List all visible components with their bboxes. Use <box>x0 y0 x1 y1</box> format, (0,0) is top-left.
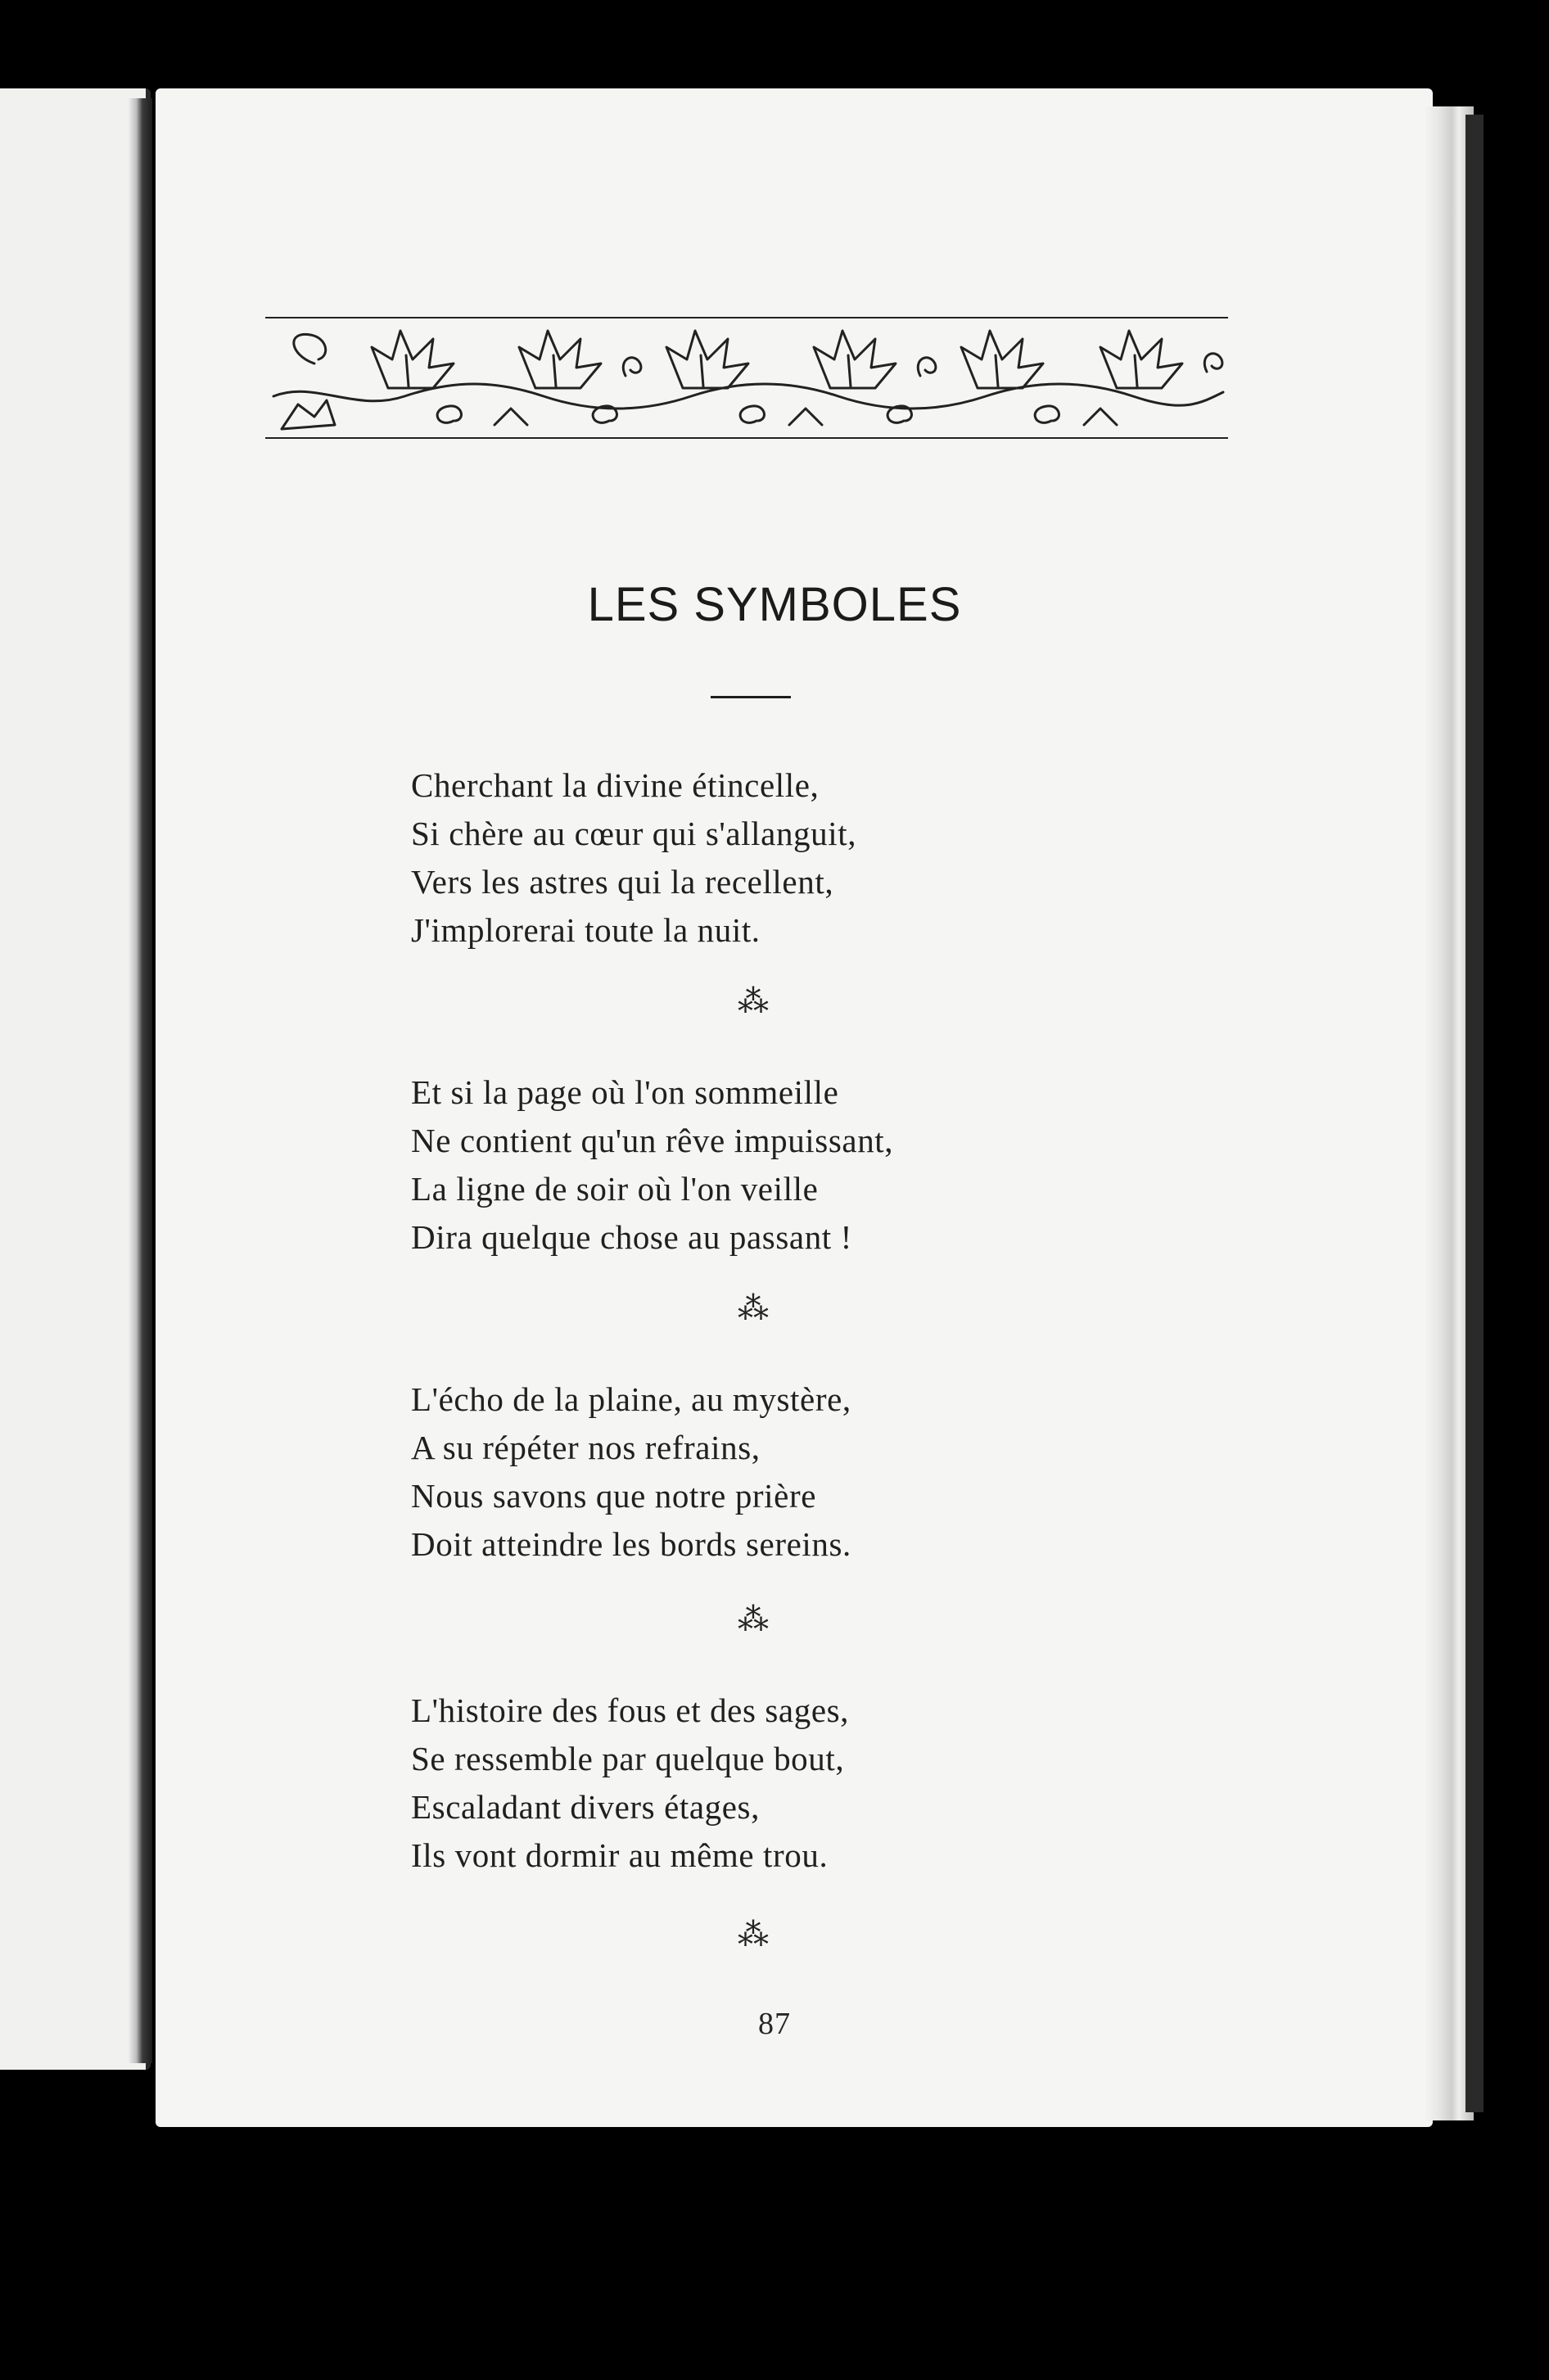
asterism-icon: ⁂ <box>738 985 769 1019</box>
verse-line: La ligne de soir où l'on veille <box>411 1170 819 1208</box>
title-divider <box>711 696 791 698</box>
stanza-4 <box>411 1687 1148 1880</box>
verse-line: A su répéter nos refrains, <box>411 1429 761 1466</box>
verse-line: Et si la page où l'on sommeille <box>411 1073 839 1111</box>
verse-line: Escaladant divers étages, <box>411 1788 760 1826</box>
vine-leaf-border-icon <box>265 314 1228 441</box>
stanza-3 <box>411 1375 1148 1569</box>
verse-line: Se ressemble par quelque bout, <box>411 1740 845 1777</box>
verse-line: Vers les astres qui la recellent, <box>411 863 834 901</box>
verse-line: Doit atteindre les bords sereins. <box>411 1525 851 1563</box>
verse-line: Dira quelque chose au passant ! <box>411 1218 852 1256</box>
book-spine <box>128 98 152 2063</box>
asterism-icon: ⁂ <box>738 1918 769 1953</box>
verse-line: Nous savons que notre prière <box>411 1477 817 1515</box>
page-number: 87 <box>758 2007 791 2041</box>
verse-line: Si chère au cœur qui s'allanguit, <box>411 815 857 852</box>
verse-line: Ne contient qu'un rêve impuissant, <box>411 1122 894 1159</box>
verse-line: Ils vont dormir au même trou. <box>411 1836 829 1874</box>
asterism-icon: ⁂ <box>738 1292 769 1326</box>
verse-line: L'écho de la plaine, au mystère, <box>411 1380 851 1418</box>
verse-line: Cherchant la divine étincelle, <box>411 766 820 804</box>
poem-title: LES SYMBOLES <box>587 578 962 631</box>
stanza-1 <box>411 761 1148 955</box>
asterism-icon: ⁂ <box>738 1603 769 1637</box>
verse-line: L'histoire des fous et des sages, <box>411 1691 850 1729</box>
cover-edge <box>1465 115 1484 2112</box>
verse-line: J'implorerai toute la nuit. <box>411 911 761 949</box>
stanza-2 <box>411 1068 1148 1262</box>
